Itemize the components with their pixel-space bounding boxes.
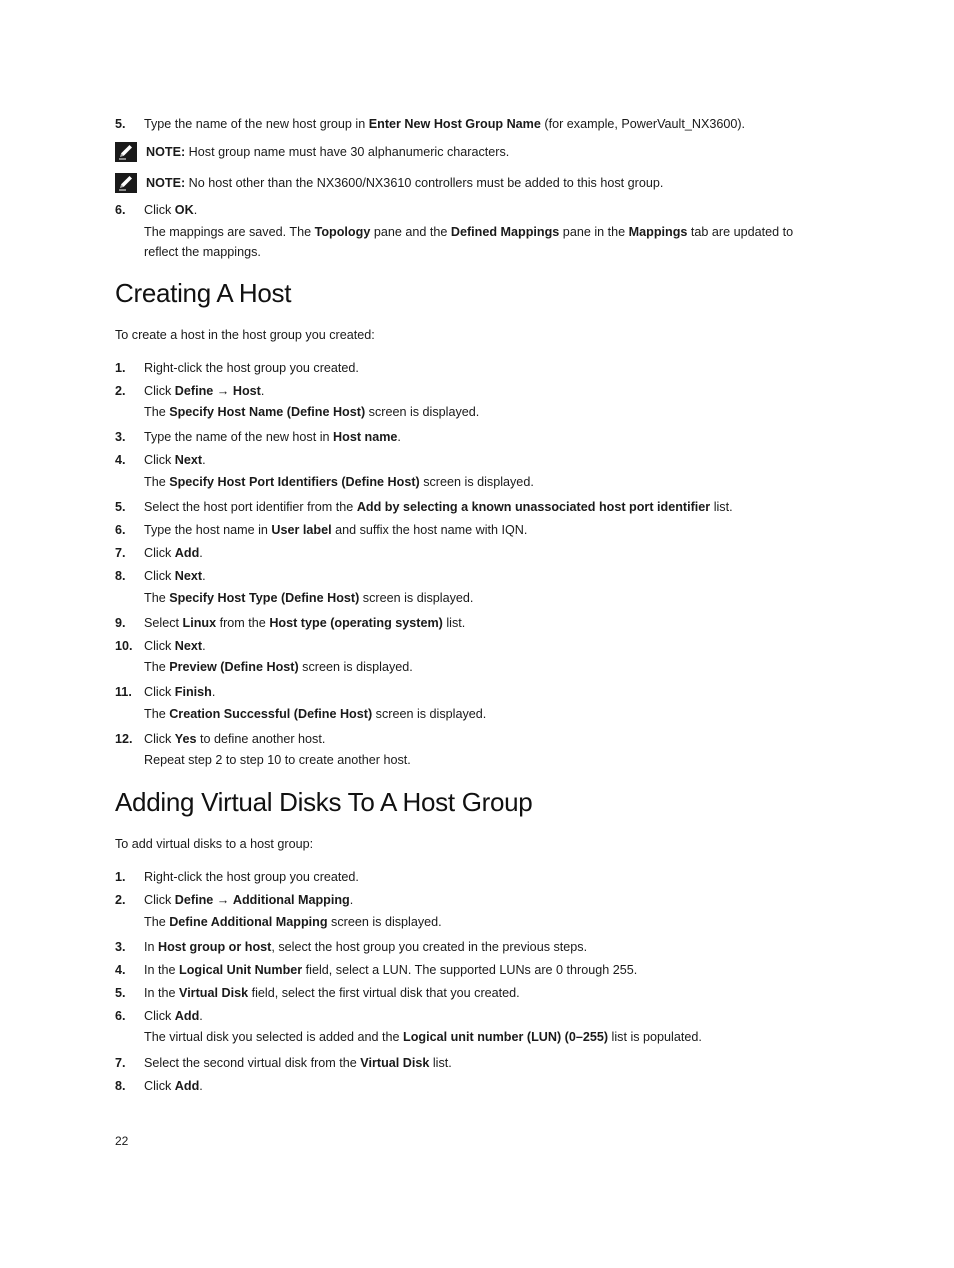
manual-page: 5. Type the name of the new host group in Enter New Host Group Name (for example, PowerVault_NX3600). NOTE: Host group name must have 30 alphanumeric characters. NOTE: No host other than the NX3600/NX3610 controllers must be added to this host group. 6. Click OK. The mappings are saved. The Topology pane and the Defined Mappings pane in the Mappings tab are updated to reflect the mappings. Creating A Host To create a host in the host group you created: 1. Right-click the host group you created. 2. Click Define → Host. The Specify Host Name (Define Host) screen is displayed. 3. Type the name of the new host in Host name. 4. Click Next. The Specify Host Port Identifiers (Define Host) screen is displayed. 5. Select the host port identifier from the Add by selecting a known unassociated host port identifier list. 6. Type the host name in User label and suffix the host name with IQN. 7. Click Add. 8. Click Next. The Specify Host Type (Define Host) screen is displayed. 9. Select Linux from the Host type (operating system) list. 10. Click Next. The Preview (Define Host) screen is displayed. 11. Click Finish. The Creation Successful (Define Host) screen is displayed. 12. Click Yes to define another host. Repeat step 2 to step 10 to create another host. Adding Virtual Disks To A Host Group To add virtual disks to a host group: 1. Right-click the host group you created. 2. Click Define → Additional Mapping. The Define Additional Mapping screen is displayed. 3. In Host group or host, select the host group you created in the previous steps. 4. In the Logical Unit Number field, select a LUN. The supported LUNs are 0 through 255. 5. In the Virtual Disk field, select the first virtual disk that you created. 6. Click Add. The virtual disk you selected is added and the Logical unit number (LUN) (0–255) list is populated. 7. Select the second virtual disk from the Virtual Disk list. 8. Click Add. 22 (0, 0, 954, 1268)
step-result: The Specify Host Type (Define Host) screen is displayed. (144, 591, 474, 605)
step-result: The Define Additional Mapping screen is displayed. (144, 915, 442, 929)
section-title-adding-virtual-disks: Adding Virtual Disks To A Host Group (115, 787, 533, 817)
section-intro: To add virtual disks to a host group: (115, 837, 314, 851)
page-number: 22 (115, 1134, 129, 1148)
step-6-result: The mappings are saved. The Topology pane and the Defined Mappings pane in the Mappings tab are updated to reflect the mappings. (144, 225, 794, 259)
step-result: Repeat step 2 to step 10 to create another host. (144, 753, 411, 767)
step-result: The Preview (Define Host) screen is displayed. (144, 660, 413, 674)
step-result: The Specify Host Name (Define Host) screen is displayed. (144, 405, 480, 419)
step-result: The Creation Successful (Define Host) screen is displayed. (144, 707, 487, 721)
section-title-creating-host: Creating A Host (115, 278, 292, 308)
step-result: The virtual disk you selected is added and the Logical unit number (LUN) (0–255) list is populated. (144, 1030, 702, 1044)
pencil-note-icon (115, 173, 137, 193)
step-result: The Specify Host Port Identifiers (Define Host) screen is displayed. (144, 475, 534, 489)
pencil-note-icon (115, 142, 137, 162)
section-intro: To create a host in the host group you created: (115, 328, 375, 342)
